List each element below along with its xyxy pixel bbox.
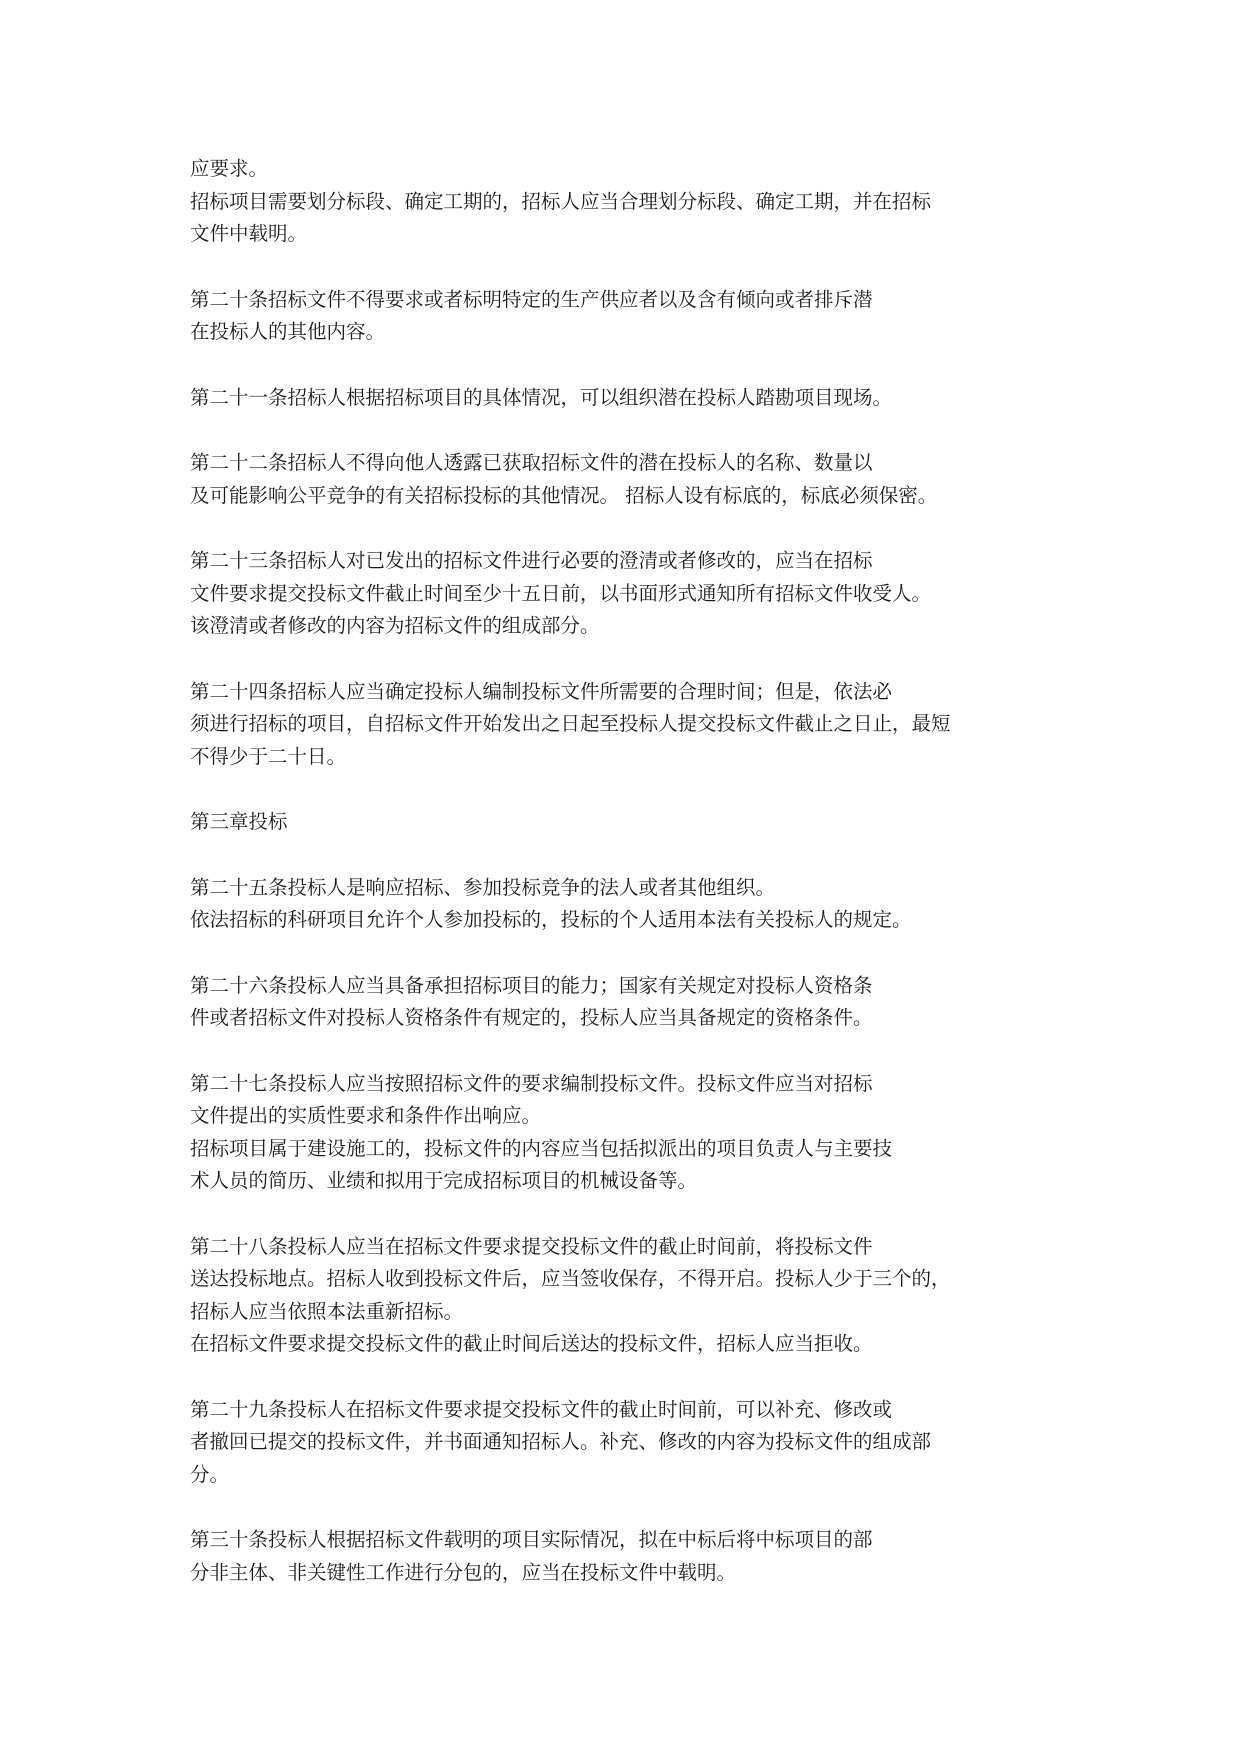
text-line: 在投标人的其他内容。 [190,320,386,343]
text-line: 招标人应当依照本法重新招标。 [190,1299,464,1323]
text-line: 第二十七条投标人应当按照招标文件的要求编制投标文件。投标文件应当对招标 [190,1071,873,1095]
text-line: 者撤回已提交的投标文件，并书面通知招标人。补充、修改的内容为投标文件的组成部 [190,1430,932,1453]
text-line: 在招标文件要求提交投标文件的截止时间后送达的投标文件，招标人应当拒收。 [190,1332,873,1355]
paragraph-gap [190,512,1070,545]
paragraph-gap [190,1035,1070,1068]
text-line: 文件中载明。 [190,222,308,245]
text-line: 第三十条投标人根据招标文件载明的项目实际情况，拟在中标后将中标项目的部 [190,1528,873,1551]
text-line: 第二十条招标文件不得要求或者标明特定的生产供应者以及含有倾向或者排斥潜 [190,287,873,311]
paragraph-gap [190,1361,1070,1394]
text-line: 分。 [190,1462,230,1486]
paragraph-gap [190,1491,1070,1524]
paragraph-gap [190,773,1070,806]
text-line: 该澄清或者修改的内容为招标文件的组成部分。 [190,614,600,637]
text-line: 不得少于二十日。 [190,744,347,768]
text-line: 第二十二条招标人不得向他人透露已获取招标文件的潜在投标人的名称、数量以 [190,451,873,474]
text-line: 术人员的简历、业绩和拟用于完成招标项目的机械设备等。 [190,1169,698,1192]
text-line: 第二十三条招标人对已发出的招标文件进行必要的澄清或者修改的，应当在招标 [190,549,873,572]
text-line: 第二十一条招标人根据招标项目的具体情况，可以组织潜在投标人踏勘项目现场。 [190,385,893,409]
text-line: 应要求。 [190,157,269,180]
paragraph-gap [190,251,1070,284]
paragraph-gap [190,349,1070,382]
text-line: 第二十四条招标人应当确定投标人编制投标文件所需要的合理时间；但是，依法必 [190,679,893,703]
text-line: 文件提出的实质性要求和条件作出响应。 [190,1104,542,1127]
text-line: 第二十五条投标人是响应招标、参加投标竞争的法人或者其他组织。 [190,875,776,899]
text-line: 送达投标地点。招标人收到投标文件后，应当签收保存，不得开启。投标人少于三个的， [190,1267,951,1290]
text-line: 招标项目属于建设施工的，投标文件的内容应当包括拟派出的项目负责人与主要技 [190,1136,893,1160]
paragraph-gap [190,937,1070,970]
paragraph-gap [190,1198,1070,1231]
text-line: 第二十九条投标人在招标文件要求提交投标文件的截止时间前，可以补充、修改或 [190,1397,893,1421]
text-line: 须进行招标的项目，自招标文件开始发出之日起至投标人提交投标文件截止之日止，最短 [190,712,951,735]
text-line: 依法招标的科研项目允许个人参加投标的，投标的个人适用本法有关投标人的规定。 [190,908,912,931]
text-line: 分非主体、非关键性工作进行分包的，应当在投标文件中载明。 [190,1560,737,1584]
text-line: 第二十六条投标人应当具备承担招标项目的能力；国家有关规定对投标人资格条 [190,973,873,997]
text-line: 招标项目需要划分标段、确定工期的，招标人应当合理划分标段、确定工期，并在招标 [190,189,932,213]
paragraph-gap [190,839,1070,872]
document-body [190,153,1070,1589]
text-line: 第三章投标 [190,810,288,833]
text-line: 及可能影响公平竞争的有关招标投标的其他情况。 招标人设有标底的，标底必须保密。 [190,483,938,507]
paragraph-gap [190,643,1070,676]
text-line: 件或者招标文件对投标人资格条件有规定的，投标人应当具备规定的资格条件。 [190,1006,873,1029]
text-line: 第二十八条投标人应当在招标文件要求提交投标文件的截止时间前，将投标文件 [190,1234,873,1258]
text-line: 文件要求提交投标文件截止时间至少十五日前，以书面形式通知所有招标文件收受人。 [190,581,932,605]
paragraph-gap [190,414,1070,447]
